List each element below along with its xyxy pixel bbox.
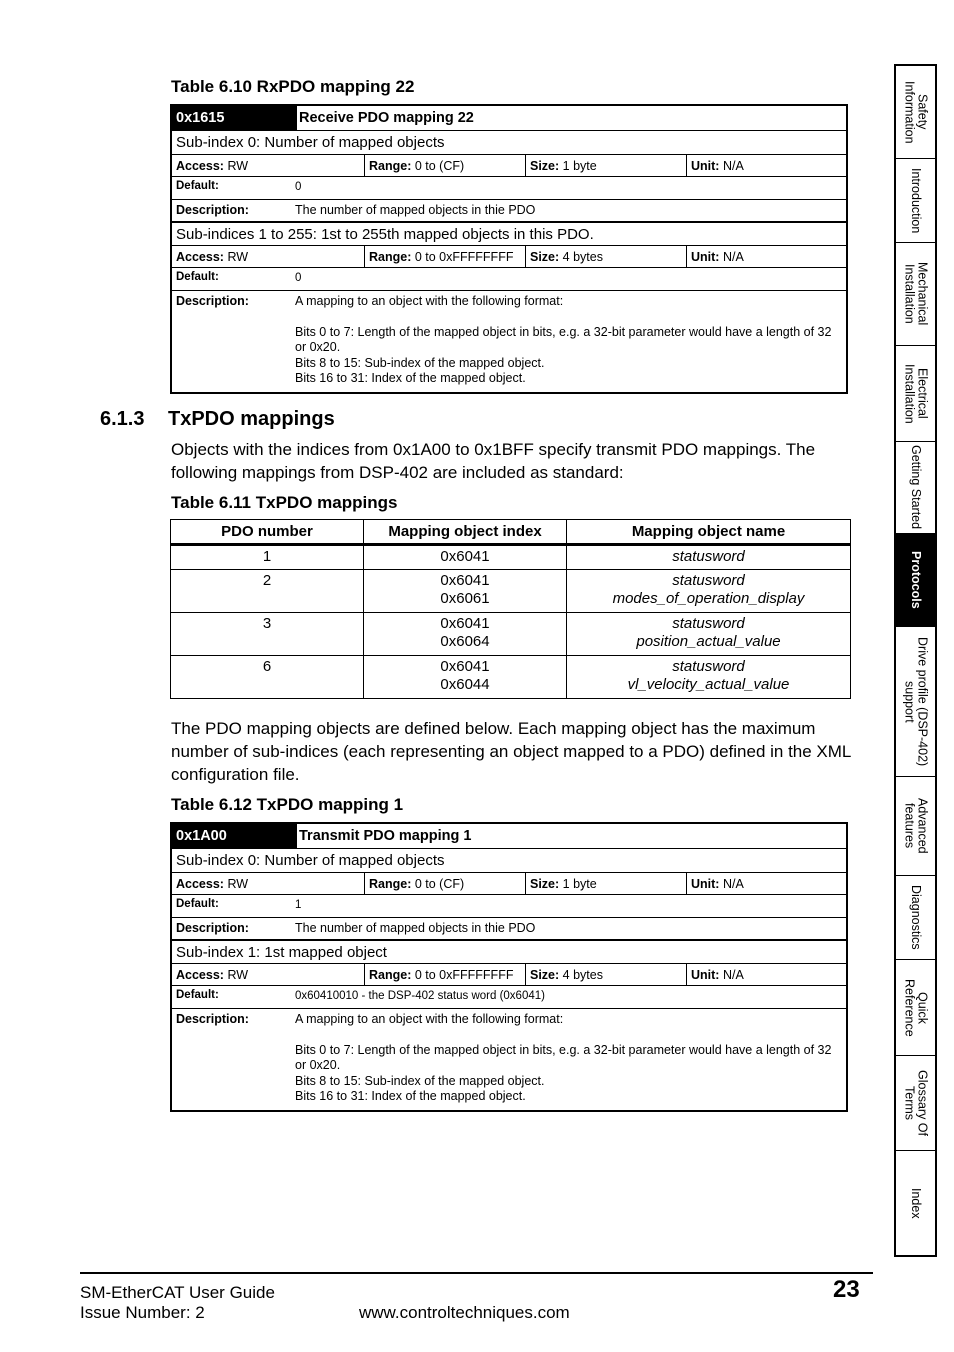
unit-label: Unit:: [691, 967, 720, 982]
chapter-tab-index[interactable]: Index: [909, 1187, 923, 1219]
page-number: 23: [833, 1276, 860, 1303]
rxpdo-mapping-22-table: [170, 104, 848, 394]
attributes-row: [172, 873, 846, 895]
access-value: RW: [227, 876, 249, 891]
table-row: [171, 570, 851, 613]
unit-value: N/A: [722, 967, 744, 982]
default-label: Default:: [176, 271, 219, 283]
description-value: A mapping to an object with the following format: Bits 0 to 7: Length of the mapped object in bits, e.g. a 32-bit parameter would have a length of 32 or 0x20. Bits 8 to 15: Sub-index of the mapped object. Bits 16 to 31: Index of the mapped object.: [295, 1011, 832, 1103]
table-row: [171, 545, 851, 570]
table-header-row: [171, 520, 851, 545]
footer-divider: [80, 1272, 873, 1274]
table-header-row: [172, 106, 846, 131]
range-value: 0 to 0xFFFFFFFF: [414, 967, 514, 982]
default-value: 0x60410010 - the DSP-402 status word (0x6041): [295, 990, 545, 1002]
chapter-tab-introduction[interactable]: Introduction: [896, 159, 935, 243]
sub-index-title: Sub-indices 1 to 255: 1st to 255th mapped objects in this PDO.: [172, 222, 846, 246]
table-6-12-caption: Table 6.12 TxPDO mapping 1: [171, 795, 404, 814]
size-label: Size:: [530, 876, 560, 891]
unit-value: N/A: [722, 876, 744, 891]
range-label: Range:: [369, 249, 412, 264]
unit-value: N/A: [722, 249, 744, 264]
pdo-number: 6: [171, 656, 364, 699]
size-value: 1 byte: [562, 158, 597, 173]
default-value: 1: [295, 899, 302, 911]
table-6-11-caption: Table 6.11 TxPDO mappings: [171, 493, 398, 512]
mapping-objects-paragraph: The PDO mapping objects are defined below. Each mapping object has the maximum number of sub-indices (each representing an object mapped to a PDO) defined in the XML configuration file.: [171, 719, 851, 784]
description-label: Description:: [176, 202, 249, 217]
access-label: Access:: [176, 158, 224, 173]
section-heading: [100, 408, 335, 431]
default-row: [172, 895, 846, 918]
chapter-tab-safety-information[interactable]: Safety Information: [896, 66, 935, 159]
unit-label: Unit:: [691, 158, 720, 173]
default-value: 0: [295, 181, 302, 193]
unit-value: N/A: [722, 158, 744, 173]
unit-label: Unit:: [691, 876, 720, 891]
sub-index-title: Sub-index 0: Number of mapped objects: [172, 131, 846, 155]
object-index: 0x1A00: [176, 828, 227, 844]
description-label: Description:: [176, 920, 249, 935]
object-name: Transmit PDO mapping 1: [297, 824, 846, 848]
unit-label: Unit:: [691, 249, 720, 264]
range-label: Range:: [369, 158, 412, 173]
size-value: 1 byte: [562, 876, 597, 891]
chapter-tab-drive-profile[interactable]: Drive profile (DSP-402) support: [896, 627, 935, 777]
access-label: Access:: [176, 967, 224, 982]
default-label: Default:: [176, 898, 219, 910]
mapping-name: statusword modes_of_operation_display: [567, 570, 851, 613]
default-row: [172, 986, 846, 1009]
attributes-row: [172, 246, 846, 268]
access-label: Access:: [176, 876, 224, 891]
default-label: Default:: [176, 180, 219, 192]
section-number: 6.1.3: [100, 408, 145, 430]
pdo-number: 2: [171, 570, 364, 613]
access-value: RW: [227, 967, 249, 982]
section-title: TxPDO mappings: [168, 408, 335, 430]
size-value: 4 bytes: [562, 967, 603, 982]
mapping-index: 0x6041 0x6061: [364, 570, 567, 613]
footer-guide-title: SM-EtherCAT User Guide: [80, 1283, 275, 1302]
footer-website-link[interactable]: www.controltechniques.com: [359, 1303, 570, 1322]
table-row: [171, 656, 851, 699]
range-label: Range:: [369, 967, 412, 982]
mapping-index: 0x6041 0x6064: [364, 613, 567, 656]
default-row: [172, 177, 846, 200]
pdo-number: 1: [171, 545, 364, 570]
column-header: Mapping object name: [567, 520, 851, 545]
pdo-number: 3: [171, 613, 364, 656]
mapping-name: statusword position_actual_value: [567, 613, 851, 656]
range-value: 0 to (CF): [414, 876, 465, 891]
range-value: 0 to 0xFFFFFFFF: [414, 249, 514, 264]
attributes-row: [172, 155, 846, 177]
mapping-index: 0x6041 0x6044: [364, 656, 567, 699]
table-6-10-caption: Table 6.10 RxPDO mapping 22: [171, 77, 415, 96]
range-value: 0 to (CF): [414, 158, 465, 173]
mapping-name: statusword vl_velocity_actual_value: [567, 656, 851, 699]
object-index: 0x1615: [176, 110, 225, 126]
access-label: Access:: [176, 249, 224, 264]
chapter-tab-glossary[interactable]: Glossary Of Terms: [896, 1056, 935, 1151]
column-header: PDO number: [171, 520, 364, 545]
chapter-tab-quick-reference[interactable]: Quick Reference: [896, 960, 935, 1056]
sub-index-title: Sub-index 1: 1st mapped object: [172, 940, 846, 964]
txpdo-mappings-table: [170, 519, 851, 699]
default-value: 0: [295, 272, 302, 284]
mapping-name: statusword: [567, 545, 851, 570]
object-name: Receive PDO mapping 22: [297, 106, 846, 130]
table-row: [171, 613, 851, 656]
description-label: Description:: [176, 1011, 249, 1026]
footer-issue-number: Issue Number: 2: [80, 1303, 205, 1322]
size-label: Size:: [530, 249, 560, 264]
size-value: 4 bytes: [562, 249, 603, 264]
default-label: Default:: [176, 989, 219, 1001]
description-row: [172, 1009, 846, 1110]
table-header-row: [172, 824, 846, 849]
description-label: Description:: [176, 293, 249, 308]
size-label: Size:: [530, 967, 560, 982]
chapter-tabs-sidebar: [894, 64, 937, 1257]
range-label: Range:: [369, 876, 412, 891]
column-header: Mapping object index: [364, 520, 567, 545]
chapter-tab-getting-started[interactable]: Getting Started: [896, 442, 935, 534]
mapping-index: 0x6041: [364, 545, 567, 570]
section-intro-paragraph: Objects with the indices from 0x1A00 to 0x1BFF specify transmit PDO mappings. The following mappings from DSP-402 are included as standard:: [171, 440, 816, 482]
chapter-tab-mechanical-installation[interactable]: Mechanical Installation: [896, 243, 935, 346]
description-row: [172, 200, 846, 223]
chapter-tab-diagnostics[interactable]: Diagnostics: [896, 876, 935, 960]
access-value: RW: [227, 158, 249, 173]
access-value: RW: [227, 249, 249, 264]
default-row: [172, 268, 846, 291]
chapter-tab-electrical-installation[interactable]: Electrical Installation: [896, 346, 935, 442]
chapter-tab-advanced-features[interactable]: Advanced features: [896, 777, 935, 876]
size-label: Size:: [530, 158, 560, 173]
description-row: [172, 291, 846, 392]
description-value: A mapping to an object with the following format: Bits 0 to 7: Length of the mapped object in bits, e.g. a 32-bit parameter would have a length of 32 or 0x20. Bits 8 to 15: Sub-index of the mapped object. Bits 16 to 31: Index of the mapped object.: [295, 293, 832, 385]
txpdo-mapping-1-table: [170, 822, 848, 1112]
chapter-tab-protocols[interactable]: Protocols: [896, 534, 935, 627]
attributes-row: [172, 964, 846, 986]
description-row: [172, 918, 846, 941]
description-value: The number of mapped objects in thie PDO: [295, 202, 536, 217]
sub-index-title: Sub-index 0: Number of mapped objects: [172, 849, 846, 873]
description-value: The number of mapped objects in thie PDO: [295, 920, 536, 935]
